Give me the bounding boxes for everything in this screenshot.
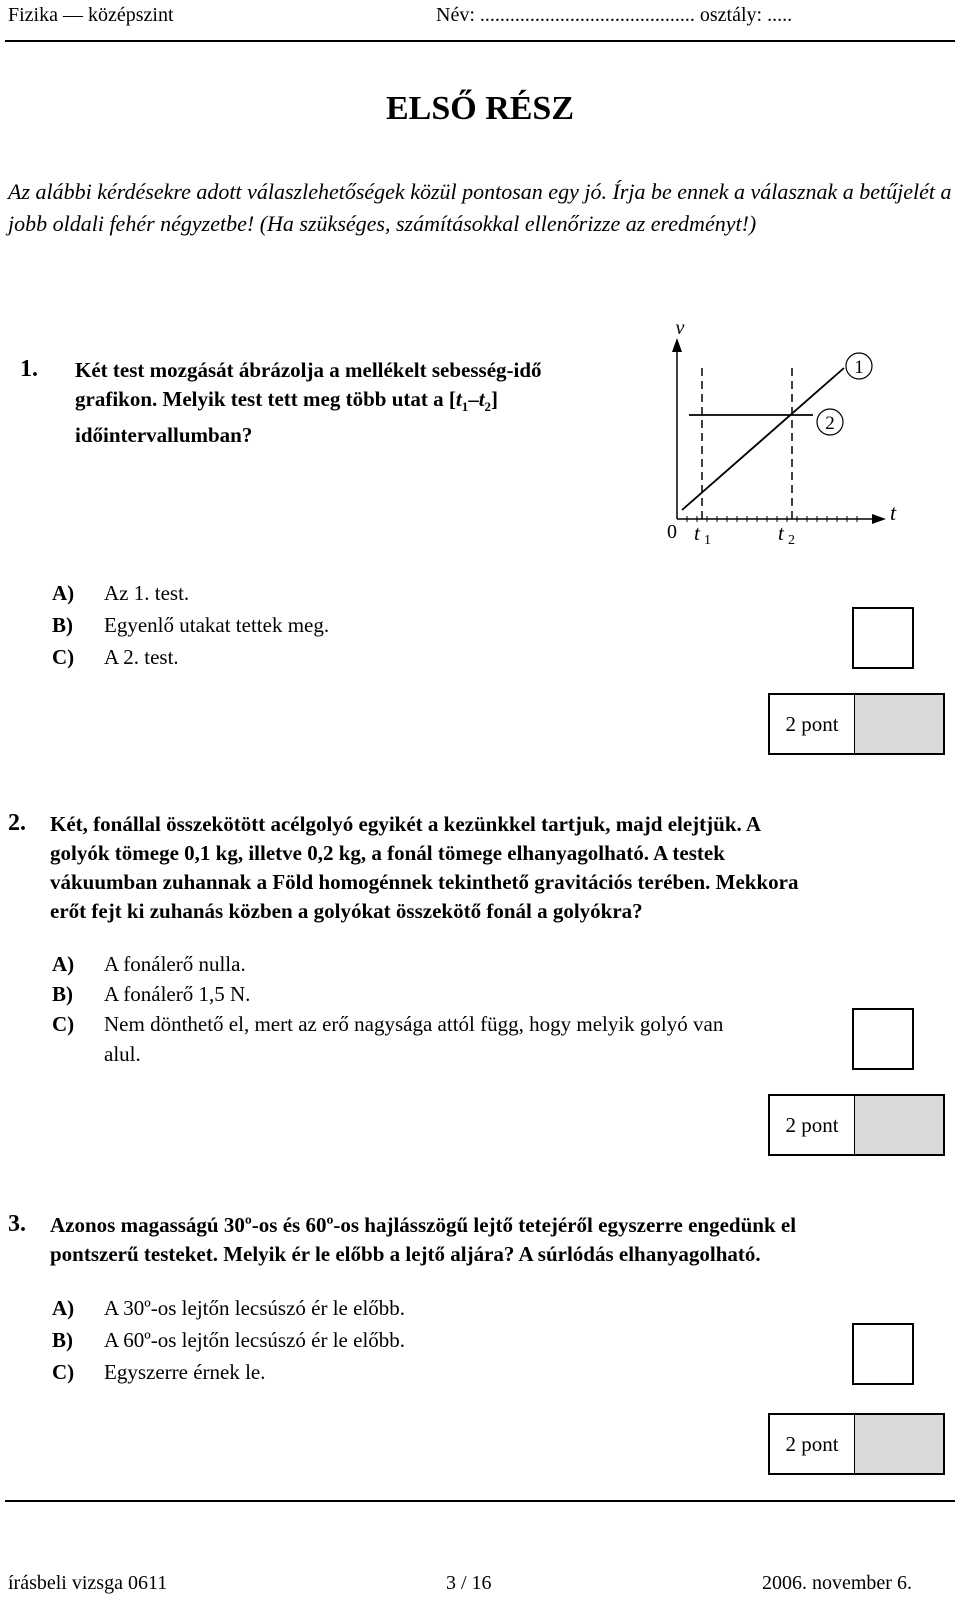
footer-exam-code: írásbeli vizsga 0611	[8, 1572, 168, 1594]
question-3-score-field[interactable]	[855, 1415, 943, 1473]
v-axis-arrow	[672, 338, 682, 352]
question-1-options	[0, 578, 800, 678]
page-title: ELSŐ RÉSZ	[385, 90, 575, 127]
t2-tick-sub: 2	[788, 533, 795, 548]
header-subject: Fizika — középszint	[8, 4, 174, 26]
question-3-score-box	[768, 1413, 945, 1475]
question-1-option-b: B) Egyenlő utakat tettek meg.	[52, 613, 330, 637]
question-1-option-a: A) Az 1. test.	[52, 581, 190, 605]
question-1-score-field[interactable]	[855, 695, 943, 753]
question-2-option-a: A) A fonálerő nulla.	[52, 952, 246, 976]
footer-page-number: 3 / 16	[446, 1572, 492, 1594]
footer-rule	[5, 1500, 955, 1502]
t1-tick-label: t	[694, 521, 700, 545]
header-name-class: Név: ........................................... osztály: .....	[436, 4, 793, 26]
question-3-text: Azonos magasságú 30º-os és 60º-os hajlásszögű lejtő tetejéről egyszerre engedünk el pontszerű testeket. Melyik ér le előbb a lejtő aljára? A súrlódás elhanyagolható.	[50, 1213, 797, 1266]
question-1-score-box	[768, 693, 945, 755]
question-2-option-c-continued: alul.	[104, 1042, 141, 1066]
line-2-label: 2	[825, 413, 835, 434]
question-3-number: 3.	[8, 1211, 26, 1237]
question-3-answer-box[interactable]	[852, 1323, 914, 1385]
question-2-answer-box[interactable]	[852, 1008, 914, 1070]
question-1-points-label: 2 pont	[770, 695, 855, 753]
question-1-text: Két test mozgását ábrázolja a mellékelt sebesség-idő grafikon. Melyik test tett meg több utat a $[t_1-t_2]$ időintervallumban?	[75, 358, 542, 448]
t2-tick-label: t	[778, 521, 784, 545]
t1-tick-sub: 1	[704, 533, 711, 548]
line-1-label: 1	[854, 357, 864, 378]
question-2-score-box	[768, 1094, 945, 1156]
graph-line-1	[682, 368, 844, 510]
question-3-points-label: 2 pont	[770, 1415, 855, 1473]
v-axis-label: v	[675, 317, 685, 339]
footer-date: 2006. november 6.	[762, 1572, 912, 1594]
velocity-time-graph	[650, 312, 910, 552]
header-rule	[5, 40, 955, 42]
question-1-number: 1.	[20, 356, 38, 382]
question-2-option-c: C) Nem dönthető el, mert az erő nagysága attól függ, hogy melyik golyó van	[52, 1012, 724, 1036]
question-3-options	[0, 1293, 800, 1393]
question-2-option-b: B) A fonálerő 1,5 N.	[52, 982, 251, 1006]
question-1-answer-box[interactable]	[852, 607, 914, 669]
question-3-option-a: A) A 30º-os lejtőn lecsúszó ér le előbb.	[52, 1296, 406, 1320]
question-2-text: Két, fonállal összekötött acélgolyó egyikét a kezünkkel tartjuk, majd elejtjük. A golyók tömege 0,1 kg, illetve 0,2 kg, a fonál tömege elhanyagolható. A testek vákuumban zuhannak a Föld homogénnek tekinthető gravitációs terében. Mekkora erőt fejt ki zuhanás közben a golyókat összekötő fonál a golyókra?	[50, 812, 799, 923]
question-3-option-c: C) Egyszerre érnek le.	[52, 1360, 266, 1384]
t-axis-label: t	[890, 500, 897, 525]
question-2-points-label: 2 pont	[770, 1096, 855, 1154]
instructions: Az alábbi kérdésekre adott válaszlehetőségek közül pontosan egy jó. Írja be ennek a válasznak a betűjelét a jobb oldali fehér négyzetbe! (Ha szükséges, számításokkal ellenőrizze az eredményt!)	[8, 179, 952, 236]
question-2-score-field[interactable]	[855, 1096, 943, 1154]
t-axis-arrow	[872, 514, 886, 524]
question-1-option-c: C) A 2. test.	[52, 645, 179, 669]
question-2-options	[0, 949, 850, 1079]
question-2-number: 2.	[8, 810, 26, 836]
origin-label: 0	[667, 521, 677, 543]
question-3-option-b: B) A 60º-os lejtőn lecsúszó ér le előbb.	[52, 1328, 406, 1352]
